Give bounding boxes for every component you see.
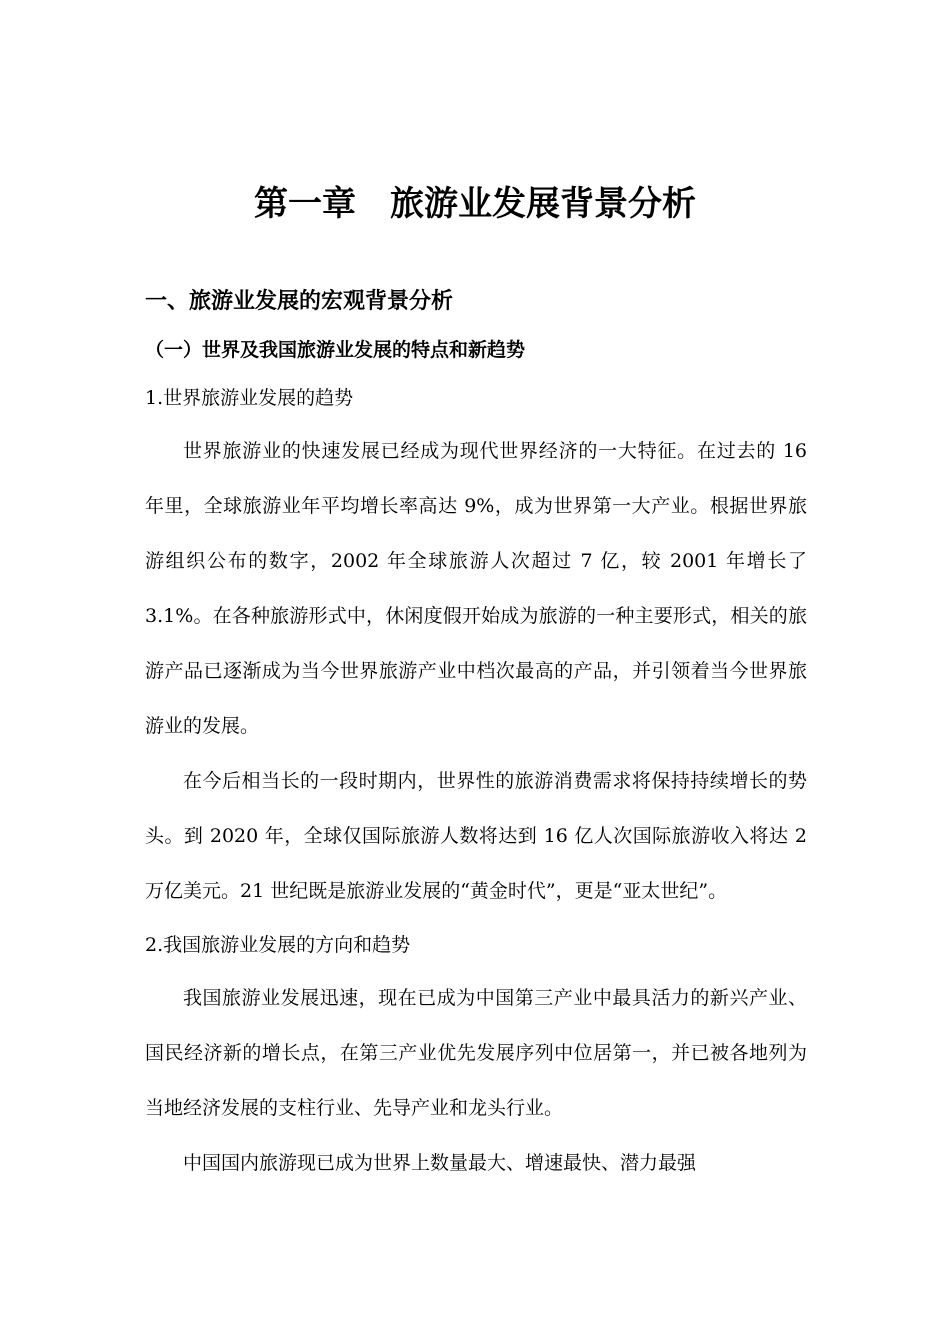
paragraph-world-future: 在今后相当长的一段时期内，世界性的旅游消费需求将保持持续增长的势头。到 2020 年，全球仅国际旅游人数将达到 16 亿人次国际旅游收入将达 2 万亿美元。21 世纪既是旅游业发展的“黄金时代”，更是“亚太世纪”。 <box>145 770 807 902</box>
document-body <box>145 280 807 1191</box>
paragraph-china-growth: 我国旅游业发展迅速，现在已成为中国第三产业中最具活力的新兴产业、国民经济新的增长点，在第三产业优先发展序列中位居第一，并已被各地列为当地经济发展的支柱行业、先导产业和龙头行业。 <box>145 987 807 1119</box>
paragraph-china-domestic: 中国国内旅游现已成为世界上数量最大、增速最快、潜力最强 <box>183 1152 697 1174</box>
subsection-heading: （一）世界及我国旅游业发展的特点和新趋势 <box>145 339 526 361</box>
section-heading: 一、旅游业发展的宏观背景分析 <box>145 289 454 314</box>
item-heading-china-trend: 2.我国旅游业发展的方向和趋势 <box>145 934 411 956</box>
item-heading-world-trend: 1.世界旅游业发展的趋势 <box>145 387 354 409</box>
paragraph-world-growth: 世界旅游业的快速发展已经成为现代世界经济的一大特征。在过去的 16 年里，全球旅游业年平均增长率高达 9%，成为世界第一大产业。根据世界旅游组织公布的数字，2002 年全球旅游人次超过 7 亿，较 2001 年增长了 3.1%。在各种旅游形式中，休闲度假开始成为旅游的一种主要形式，相关的旅游产品已逐渐成为当今世界旅游产业中档次最高的产品，并引领着当今世界旅游业的发展。 <box>145 440 807 737</box>
chapter-title: 第一章 旅游业发展背景分析 <box>254 184 696 224</box>
